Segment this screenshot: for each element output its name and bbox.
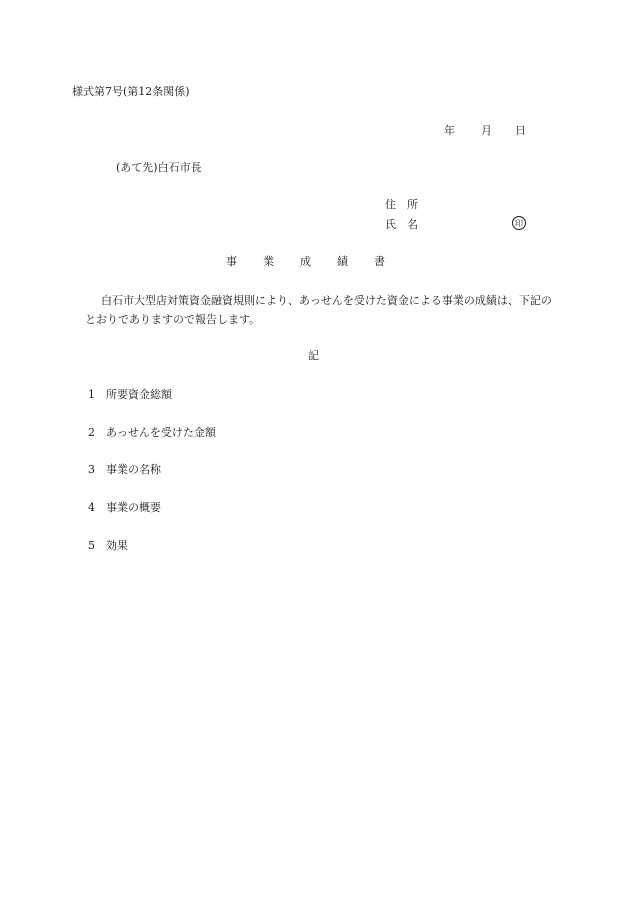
item-label: 事業の概要 (106, 501, 161, 514)
body-paragraph: 白石市大型店対策資金融資規則により、あっせんを受けた資金による事業の成績は、下記のとおりでありますので報告します。 (85, 294, 552, 326)
date-day-label: 日 (515, 124, 526, 137)
list-item (88, 501, 161, 515)
addressee: (あて先)白石市長 (116, 161, 202, 174)
item-label: 効果 (106, 539, 128, 552)
date-month-label: 月 (481, 124, 492, 137)
name-label: 氏 名 (385, 218, 418, 231)
ki-heading: 記 (308, 349, 319, 362)
list-item (88, 426, 216, 440)
form-number: 様式第7号(第12条関係) (72, 85, 190, 98)
item-label: 事業の名称 (106, 463, 161, 476)
title-char: 績 (337, 255, 348, 268)
item-label: あっせんを受けた金額 (106, 426, 216, 439)
item-number: 5 (88, 539, 95, 552)
item-label: 所要資金総額 (106, 388, 172, 401)
title-char: 成 (300, 255, 311, 268)
list-item (88, 388, 172, 402)
date-year-label: 年 (444, 124, 455, 137)
document-title (226, 255, 411, 269)
list-item (88, 539, 128, 553)
item-number: 4 (88, 501, 95, 514)
item-number: 3 (88, 463, 95, 476)
seal-mark: 印 (512, 216, 526, 230)
item-number: 1 (88, 388, 95, 401)
title-char: 業 (263, 255, 274, 268)
item-number: 2 (88, 426, 95, 439)
title-char: 事 (226, 255, 237, 268)
list-item (88, 463, 161, 477)
title-char: 書 (374, 255, 385, 268)
address-label: 住 所 (385, 198, 418, 211)
